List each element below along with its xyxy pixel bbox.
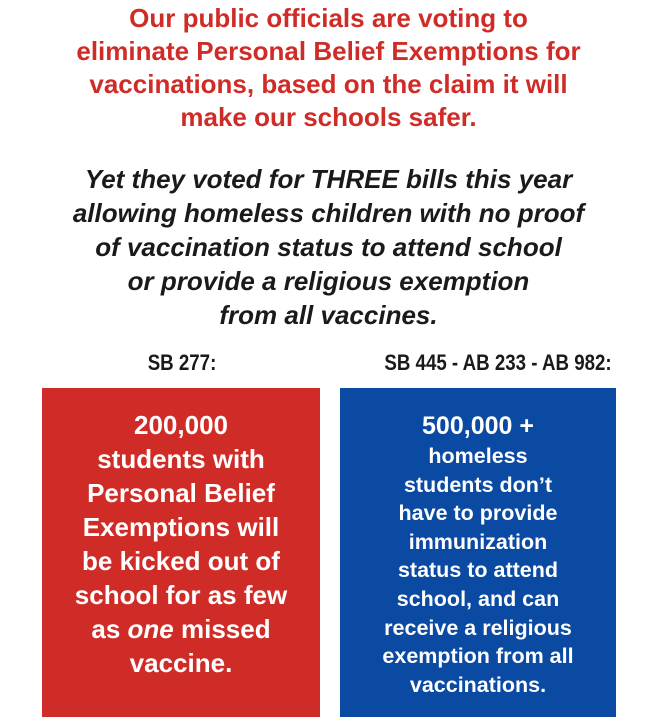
box-line-post: missed [173, 614, 271, 644]
headline-line: Our public officials are voting to [129, 3, 528, 33]
headline [0, 2, 657, 134]
left-column-label: SB 277: [147, 350, 217, 375]
homeless-bills-box [340, 388, 616, 717]
subhead-line: or provide a religious exemption [127, 266, 530, 296]
emphasis-word: one [127, 614, 174, 644]
box-line: Exemptions will [82, 512, 280, 542]
box-line: 500,000 + [422, 412, 534, 440]
box-line: vaccinations. [409, 672, 547, 697]
box-line: school for as few [74, 580, 288, 610]
subhead-line: Yet they voted for THREE bills this year [84, 164, 573, 194]
box-line: have to provide [398, 501, 558, 526]
box-line: be kicked out of [82, 546, 280, 576]
box-line: exemption from all [382, 644, 574, 669]
subhead-line: of vaccination status to attend school [95, 232, 562, 262]
sb277-box [42, 388, 320, 717]
box-line-pre: as [91, 614, 128, 644]
box-line: students don’t [403, 472, 553, 497]
subheadline [0, 162, 657, 332]
right-column-label: SB 445 - AB 233 - AB 982: [384, 350, 612, 375]
box-line-emphasis [42, 612, 320, 646]
box-line: vaccine. [129, 648, 233, 678]
box-line: homeless [428, 444, 528, 468]
box-line: school, and can [396, 586, 560, 611]
box-line: students with [97, 444, 265, 474]
headline-line: eliminate Personal Belief Exemptions for [76, 36, 581, 66]
box-line: status to attend [397, 558, 559, 583]
headline-line: vaccinations, based on the claim it will [89, 69, 568, 99]
box-line: Personal Belief [87, 478, 275, 508]
subhead-line: allowing homeless children with no proof [72, 198, 585, 228]
box-line: immunization [408, 529, 548, 554]
box-line: 200,000 [134, 410, 228, 440]
headline-line: make our schools safer. [180, 102, 477, 132]
box-line: receive a religious [384, 615, 572, 640]
subhead-line: from all vaccines. [219, 300, 438, 330]
